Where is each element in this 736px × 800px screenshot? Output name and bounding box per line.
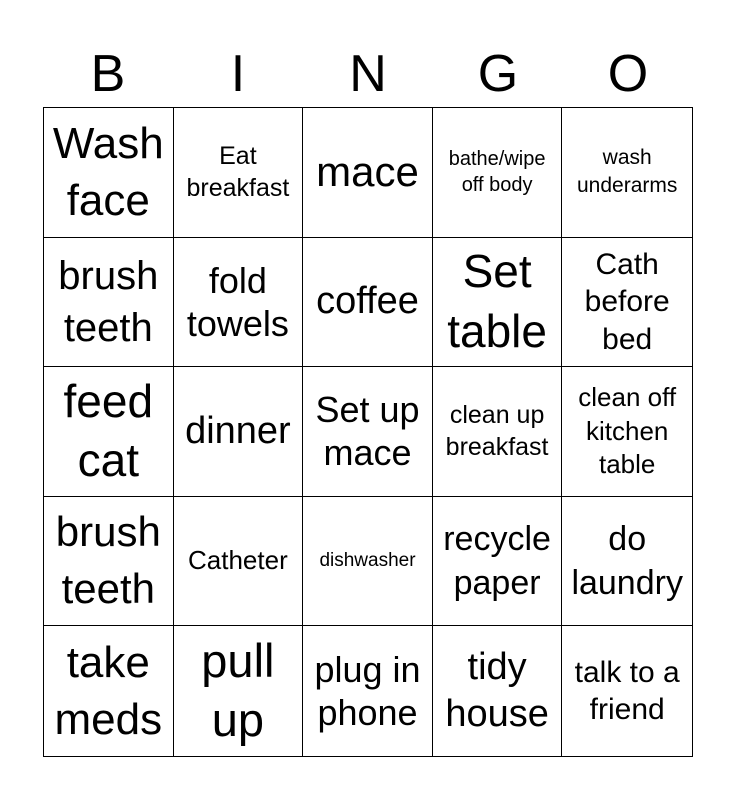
bingo-cell[interactable] bbox=[174, 108, 304, 238]
cell-label: feed cat bbox=[63, 374, 154, 487]
header-letter-b: B bbox=[90, 45, 126, 103]
bingo-cell[interactable] bbox=[303, 626, 433, 756]
bingo-cell[interactable] bbox=[433, 497, 563, 627]
cell-label: pull up bbox=[201, 634, 275, 747]
bingo-cell[interactable] bbox=[562, 108, 692, 238]
cell-label: Set table bbox=[447, 245, 547, 357]
cell-label: Catheter bbox=[188, 545, 288, 576]
cell-label: fold towels bbox=[186, 259, 289, 344]
cell-label: mace bbox=[316, 147, 419, 195]
bingo-cell[interactable] bbox=[44, 367, 174, 497]
bingo-cell[interactable] bbox=[562, 367, 692, 497]
cell-label: do laundry bbox=[571, 519, 683, 603]
bingo-cell[interactable] bbox=[433, 108, 563, 238]
cell-label: talk to a friend bbox=[574, 655, 680, 727]
cell-label: plug in phone bbox=[314, 649, 421, 734]
cell-label: Wash face bbox=[52, 119, 164, 226]
bingo-cell[interactable] bbox=[303, 108, 433, 238]
cell-label: dishwasher bbox=[319, 549, 416, 571]
bingo-cell[interactable] bbox=[174, 497, 304, 627]
cell-label: clean up breakfast bbox=[445, 400, 549, 462]
bingo-cell[interactable] bbox=[303, 367, 433, 497]
cell-label: recycle paper bbox=[443, 519, 551, 603]
cell-label: clean off kitchen table bbox=[578, 381, 677, 480]
cell-label: take meds bbox=[54, 638, 163, 745]
cell-label: dinner bbox=[185, 409, 291, 452]
bingo-cell[interactable] bbox=[433, 626, 563, 756]
bingo-cell[interactable] bbox=[433, 238, 563, 368]
bingo-cell[interactable] bbox=[433, 367, 563, 497]
header-letter-o: O bbox=[607, 45, 649, 103]
bingo-cell[interactable] bbox=[44, 108, 174, 238]
bingo-cell[interactable] bbox=[562, 497, 692, 627]
bingo-cell[interactable] bbox=[44, 238, 174, 368]
bingo-cell[interactable] bbox=[44, 497, 174, 627]
bingo-cell[interactable] bbox=[174, 626, 304, 756]
bingo-cell[interactable] bbox=[562, 238, 692, 368]
bingo-cell[interactable] bbox=[562, 626, 692, 756]
cell-label: Cath before bed bbox=[584, 247, 670, 356]
cell-label: tidy house bbox=[445, 645, 549, 736]
bingo-cell[interactable] bbox=[44, 626, 174, 756]
cell-label: Set up mace bbox=[315, 389, 420, 474]
bingo-board bbox=[43, 107, 693, 757]
header-letter-g: G bbox=[477, 45, 519, 103]
cell-label: brush teeth bbox=[55, 508, 161, 613]
bingo-cell[interactable] bbox=[303, 497, 433, 627]
bingo-header bbox=[43, 44, 693, 104]
cell-label: wash underarms bbox=[577, 145, 678, 198]
cell-label: brush teeth bbox=[58, 253, 159, 350]
header-letter-i: I bbox=[230, 45, 246, 103]
cell-label: bathe/wipe off body bbox=[448, 148, 546, 197]
cell-label: Eat breakfast bbox=[186, 141, 290, 203]
header-letter-n: N bbox=[349, 45, 387, 103]
cell-label: coffee bbox=[316, 280, 419, 323]
bingo-cell[interactable] bbox=[303, 238, 433, 368]
bingo-cell[interactable] bbox=[174, 238, 304, 368]
bingo-cell[interactable] bbox=[174, 367, 304, 497]
